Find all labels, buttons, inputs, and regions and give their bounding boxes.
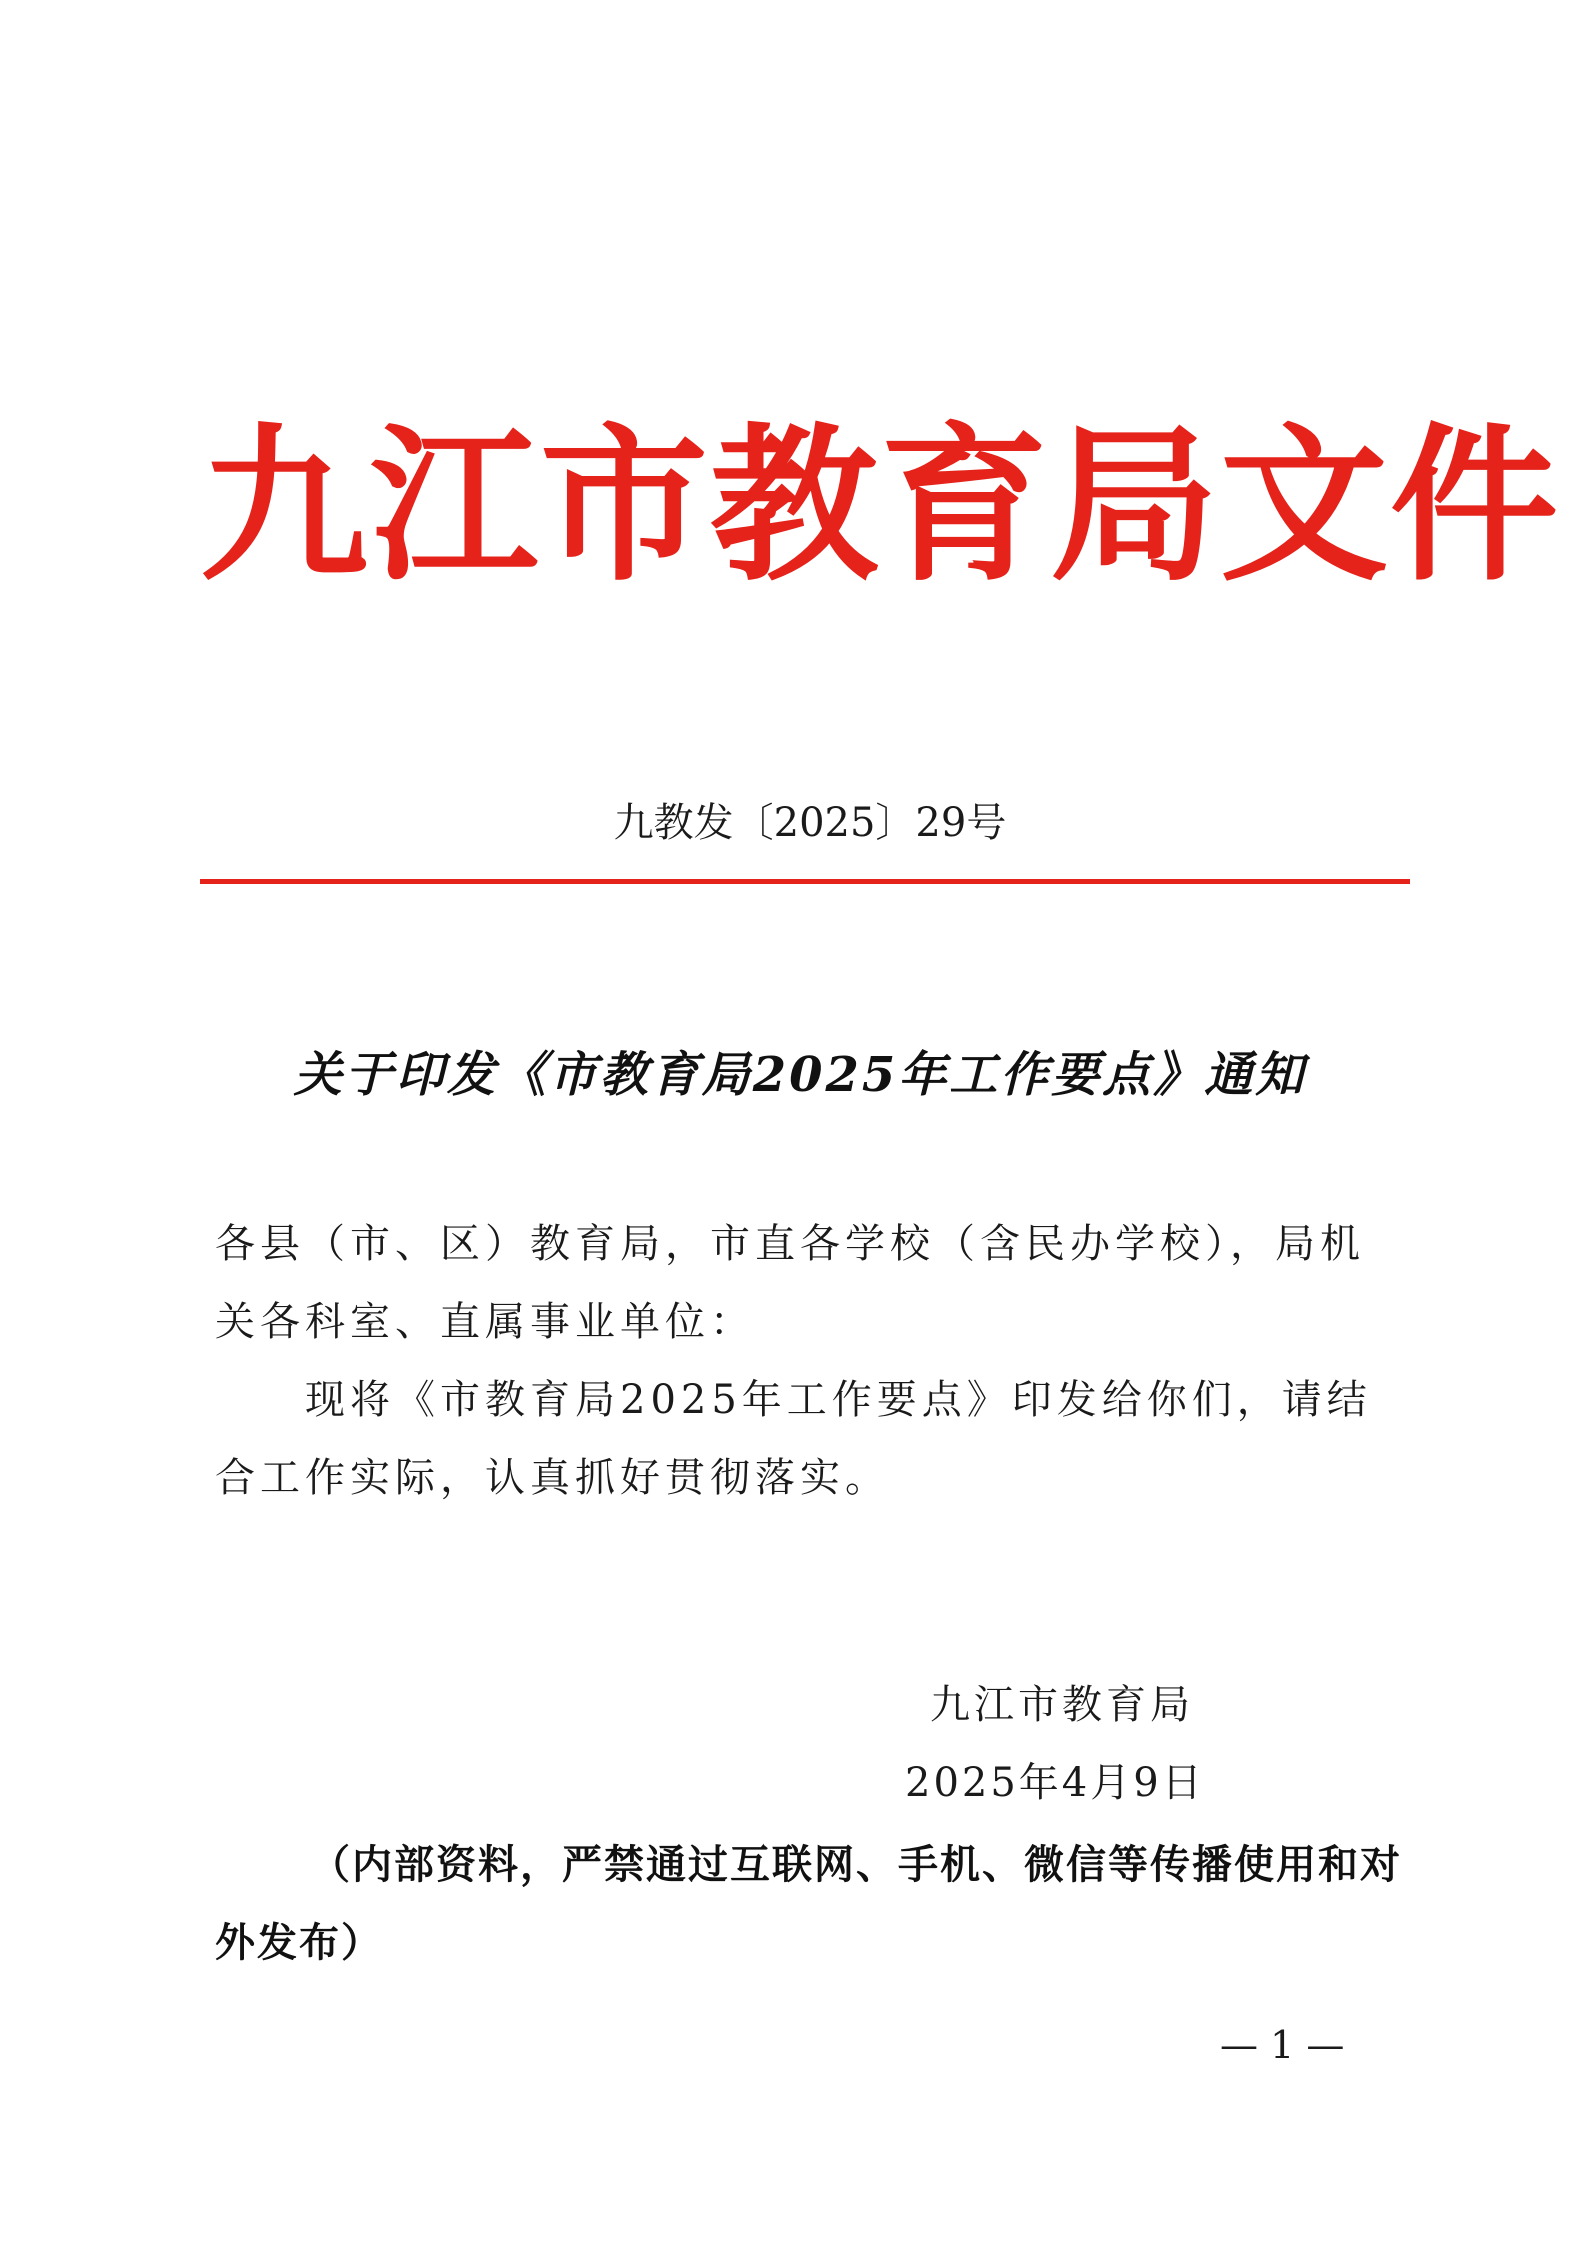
issue-date: 2025年4月9日: [905, 1760, 1205, 1806]
red-divider-line: [200, 879, 1410, 884]
body-paragraph: 现将《市教育局2025年工作要点》印发给你们，请结合工作实际，认真抓好贯彻落实。: [215, 1377, 1372, 1501]
issuer-signature: 九江市教育局: [930, 1682, 1194, 1728]
document-number: 九教发〔2025〕29号: [613, 800, 1007, 846]
notice-title: 关于印发《市教育局2025年工作要点》通知: [293, 1047, 1307, 1103]
recipients-line: 各县（市、区）教育局，市直各学校（含民办学校），局机关各科室、直属事业单位：: [215, 1221, 1365, 1345]
document-body: [215, 1205, 1405, 1517]
document-header-title: 九江市教育局文件: [200, 406, 1560, 604]
restriction-notice: （内部资料，严禁通过互联网、手机、微信等传播使用和对外发布）: [215, 1842, 1402, 1966]
page-number: — 1 —: [1220, 2023, 1345, 2067]
